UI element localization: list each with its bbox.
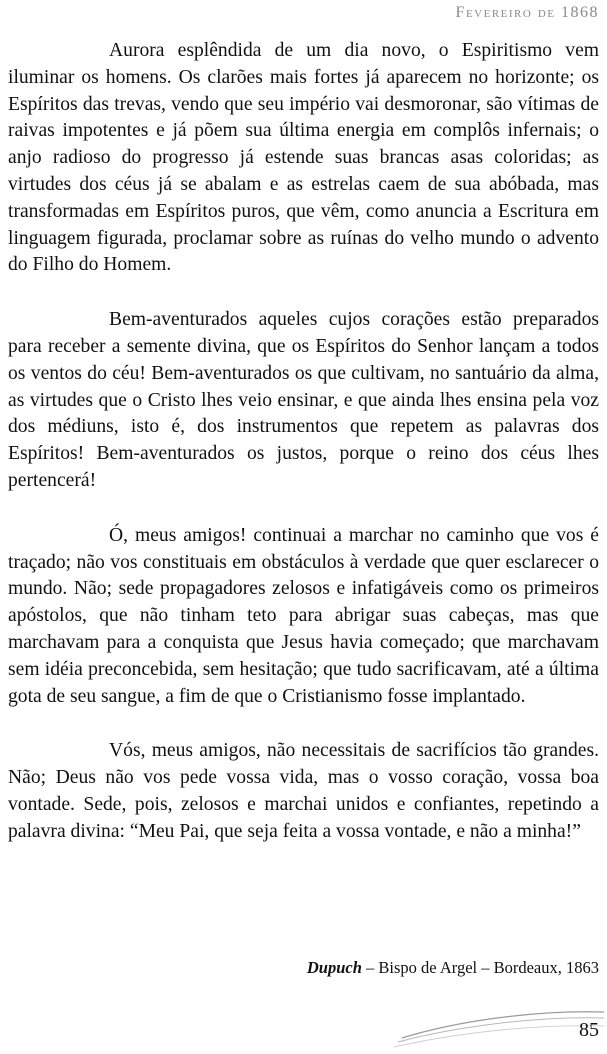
signature-details: – Bispo de Argel – Bordeaux, 1863 (361, 958, 599, 977)
signature-author: Dupuch (306, 958, 362, 977)
paragraph-2: Bem-aventurados aqueles cujos corações estão preparados para receber a semente divina, que os Espíritos do Senhor lançam a todos os ventos do céu! Bem-aventurados os que cultivam, no santuário da alma, as virtudes que o Cristo lhes veio ensinar, e que ainda lhes ensina pela voz dos médiuns, isto é, dos instrumentos que repetem as palavras dos Espíritos! Bem-aventurados os justos, porque o reino dos céus lhes pertencerá! (8, 309, 599, 491)
paragraph-3: Ó, meus amigos! continuai a marchar no caminho que vos é traçado; não vos constituais em obstáculos à verdade que quer esclarecer o mundo. Não; sede propagadores zelosos e infatigáveis como os primeiros apóstolos, que não tinham teto para abrigar suas cabeças, mas que marchavam para a conquista que Jesus havia começado; que marchavam sem idéia preconcebida, sem hesitação; que tudo sacrificavam, até a última gota de seu sangue, a fim de que o Cristianismo fosse implantado. (8, 524, 599, 707)
paragraph-4: Vós, meus amigos, não necessitais de sacrifícios tão grandes. Não; Deus não vos pede vossa vida, mas o vosso coração, vossa boa vontade. Sede, pois, zelosos e marchai unidos e confiantes, repetindo a palavra divina: “Meu Pai, que seja feita a vossa vontade, e não a minha!” (8, 740, 599, 842)
signature-line (307, 958, 599, 978)
page-number: 85 (579, 1019, 599, 1041)
footer-swoosh-ornament (390, 990, 607, 1054)
paragraph-1: Aurora esplêndida de um dia novo, o Espiritismo vem iluminar os homens. Os clarões mais fortes já aparecem no horizonte; os Espíritos das trevas, vendo que seu império vai desmoronar, são vítimas de raivas impotentes e já põem sua última energia em complôs infernais; o anjo radioso do progresso já estende suas brancas asas coloridas; as virtudes dos céus já se abalam e as estrelas caem de sua abóbada, mas transformadas em Espíritos puros, que vêm, como anuncia a Escritura em linguagem figurada, proclamar sobre as ruínas do velho mundo o advento do Filho do Homem. (8, 40, 599, 276)
running-header: Fevereiro de 1868 (455, 4, 599, 21)
text-body (8, 38, 599, 874)
